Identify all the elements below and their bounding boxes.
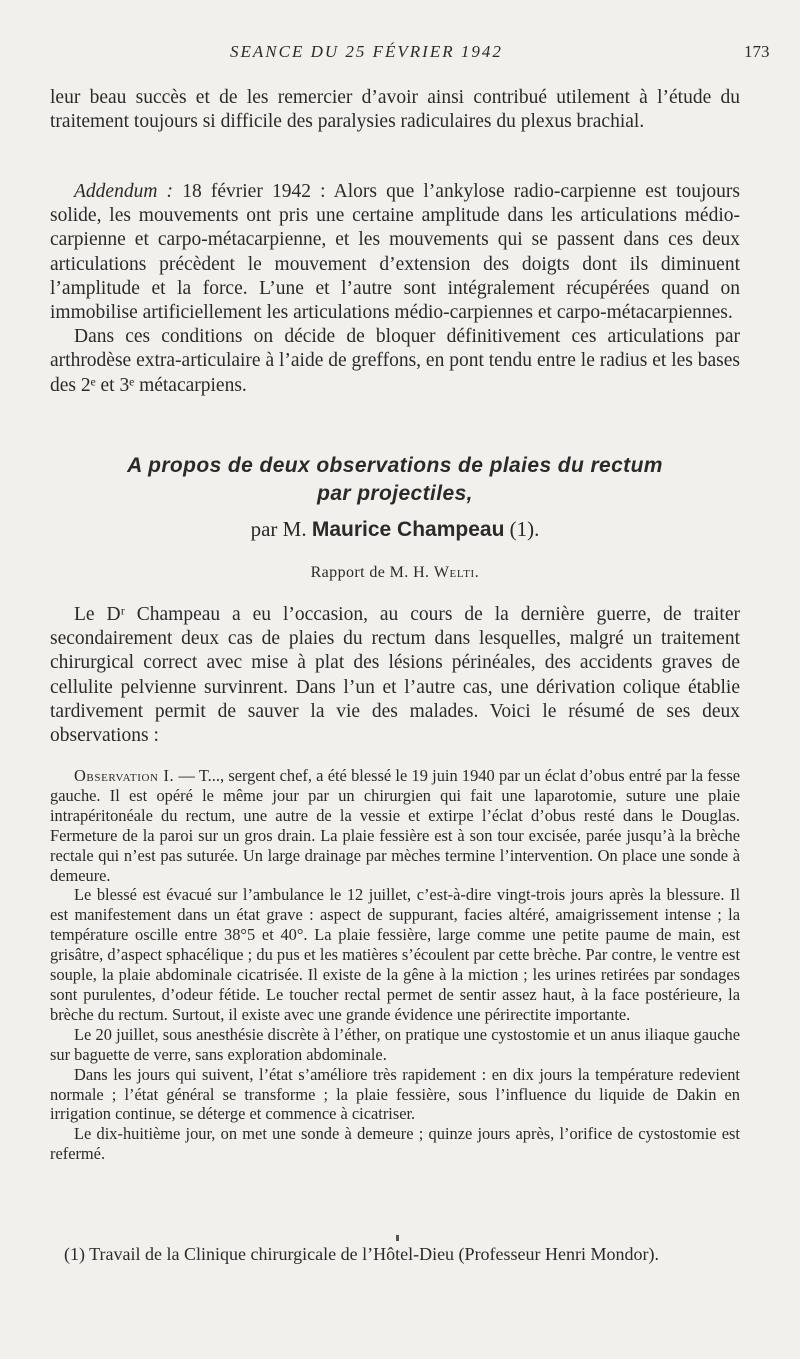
addendum-text: 18 février 1942 : Alors que l’ankylose radio-carpienne est toujours solide, les mouvements ont pris une certaine amplitude dans les articulations médio-carpienne et carpo-métacarpienne, et les mouvements qui se passent dans ces deux articulations précèdent le mouvement d’extension des doigts dont ils diminuent l’amplitude et la force. L’une et l’autre sont intégralement récupérées quand on immobilise artificiellement les articulations médio-carpiennes et carpo-métacarpiennes. (50, 181, 740, 324)
addendum-label: Addendum : (74, 181, 174, 202)
article-title (50, 452, 740, 508)
addendum-continuation: Dans ces conditions on décide de bloquer définitivement ces articulations par arthrodèse extra-articulaire à l’aide de greffons, en pont tendu entre le radius et les bases des 2ᵉ et 3ᵉ métacarpiens. (50, 326, 740, 396)
byline-prefix: par M. (250, 517, 307, 541)
byline (50, 517, 740, 542)
article-title-line-2: par projectiles, (317, 482, 473, 505)
footnote-ref: (1). (509, 517, 540, 541)
intro-paragraph-block (50, 86, 740, 134)
observation-p1-text: — T..., sergent chef, a été blessé le 19 juin 1940 par un éclat d’obus entré par la fesse gauche. Il est opéré le même jour par un chirurgien qui fait une laparotomie, suture une plaie intrapéritonéale du rectum, une autre de la vessie et extirpe l’éclat d’obus resté dans le Douglas. Fermeture de la paroi sur un gros drain. La plaie fessière est à son tour excisée, parée jusqu’à la brèche rectale qui n’est pas suturée. Un large drainage par mèches termine l’intervention. On place une sonde à demeure. (50, 766, 740, 885)
footnote: (1) Travail de la Clinique chirurgicale de l’Hôtel-Dieu (Professeur Henri Mondor). (64, 1244, 660, 1264)
report-line (50, 564, 740, 582)
observation-label: Observation I. (74, 766, 175, 785)
article-title-line-1: A propos de deux observations de plaies du rectum (127, 454, 663, 477)
observation-p3: Le 20 juillet, sous anesthésie discrète à l’éther, on pratique une cystostomie et un anus iliaque gauche sur baguette de verre, sans exploration abdominale. (50, 1024, 740, 1064)
article-intro: Le Dʳ Champeau a eu l’occasion, au cours de la dernière guerre, de traiter secondairement deux cas de plaies du rectum dans lesquelles, malgré un traitement chirurgical correct avec mise à plat des lésions périnéales, des accidents graves de cellulite pelvienne survinrent. Dans l’un et l’autre cas, une dérivation colique établie tardivement permit de sauver la vie des malades. Voici le résumé de ses deux observations : (50, 604, 740, 747)
observation-p5: Le dix-huitième jour, on met une sonde à demeure ; quinze jours après, l’orifice de cystostomie est refermé. (50, 1124, 740, 1164)
page-number: 173 (744, 42, 770, 61)
observation-p2: Le blessé est évacué sur l’ambulance le 12 juillet, c’est-à-dire vingt-trois jours après la blessure. Il est manifestement dans un état grave : aspect de suppurant, facies altéré, amaigrissement intense ; la température oscille entre 38°5 et 40°. La plaie fessière, large comme une petite paume de main, est grisâtre, d’aspect sphacélique ; du pus et les matières s’écoulent par cette brèche. Par contre, le ventre est souple, la plaie abdominale cicatrisée. Il existe de la gêne à la miction ; les urines retirées par sondages sont purulentes, d’odeur fétide. Le toucher rectal permet de sentir assez haut, à la face postérieure, la brèche du rectum. Surtout, il existe avec une grande évidence une périrectite importante. (50, 885, 740, 1024)
intro-paragraph: leur beau succès et de les remercier d’avoir ainsi contribué utilement à l’étude du traitement toujours si difficile des paralysies radiculaires du plexus brachial. (50, 87, 740, 133)
reporter-name: Welti. (433, 564, 480, 581)
article-intro-block (50, 603, 740, 748)
author-name: Maurice Champeau (311, 518, 505, 541)
addendum-paragraph (50, 180, 740, 325)
addendum-block (50, 180, 740, 398)
running-head: SEANCE DU 25 FÉVRIER 1942 (230, 42, 503, 61)
observation-block (50, 766, 740, 1164)
observation-p4: Dans les jours qui suivent, l’état s’améliore très rapidement : en dix jours la température redevient normale ; l’état général se transforme ; la plaie fessière, sous l’influence du liquide de Dakin en irrigation continue, se déterge et commence à cicatriser. (50, 1064, 740, 1124)
report-prefix: Rapport de M. H. (310, 564, 430, 581)
footnote-mark (396, 1235, 399, 1241)
observation-p1 (50, 766, 740, 885)
